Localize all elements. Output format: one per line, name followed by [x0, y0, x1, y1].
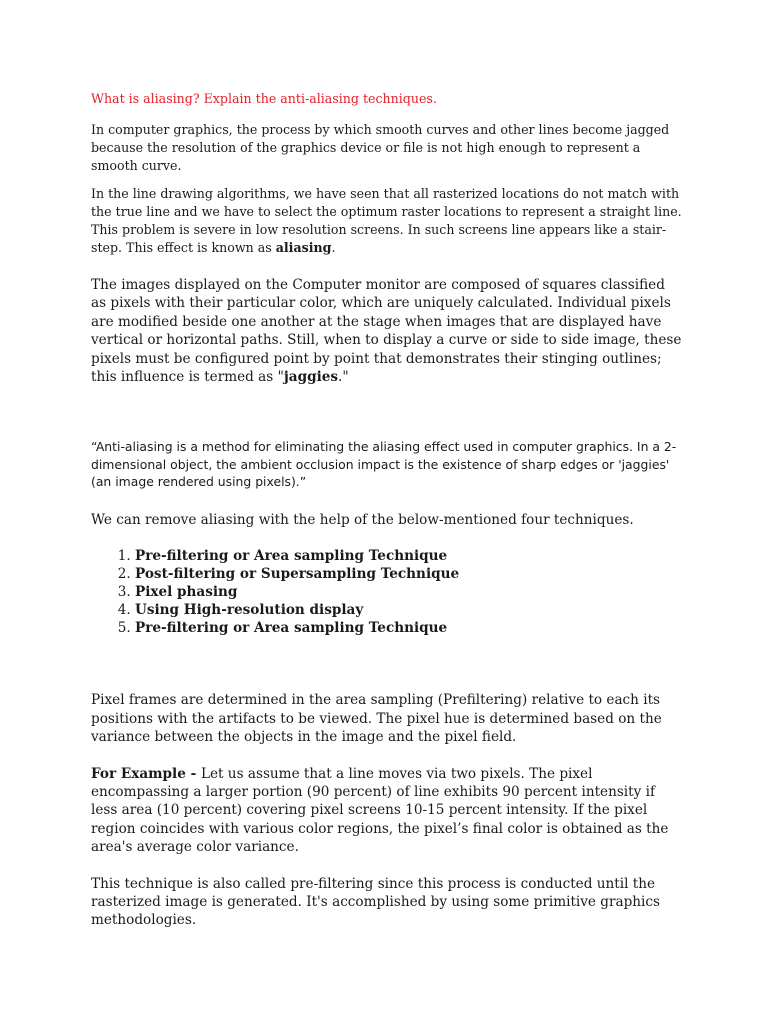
paragraph-example-text: Let us assume that a line moves via two pixels. The pixel encompassing a larger portion (90 percent) of line exhibits 90 percent intensity if less area (10 percent) covering pixel screens 10-15 percent intensity. If the pixel region coincides with various color regions, the pixel’s final color is obtained as the area's average color variance.: [91, 765, 669, 856]
document-heading: What is aliasing? Explain the anti-aliasing techniques.: [91, 91, 437, 106]
paragraph-area-sampling: Pixel frames are determined in the area sampling (Prefiltering) relative to each its positions with the artifacts to be viewed. The pixel hue is determined based on the variance between the objects in the image and the pixel field.: [91, 692, 662, 746]
document-page: [91, 90, 683, 930]
paragraph-aliasing-definition: In computer graphics, the process by which smooth curves and other lines become jagged because the resolution of the graphics device or file is not high enough to represent a smooth curve.: [91, 122, 670, 173]
technique-item: 5. Pre-filtering or Area sampling Technique: [135, 619, 683, 637]
technique-item: 4. Using High-resolution display: [135, 601, 683, 619]
techniques-intro: We can remove aliasing with the help of the below-mentioned four techniques.: [91, 511, 634, 528]
paragraph-line-drawing-end: .: [331, 240, 336, 255]
paragraph-pixels-end: .": [338, 369, 349, 386]
example-label: For Example -: [91, 765, 201, 782]
technique-item: 2. Post-filtering or Supersampling Technique: [135, 565, 683, 583]
paragraph-example: [91, 765, 683, 857]
paragraph-pixels: [91, 276, 683, 386]
paragraph-pixels-text: The images displayed on the Computer monitor are composed of squares classified as pixels with their particular color, which are uniquely calculated. Individual pixels are modified beside one another at the stage when images that are displayed have vertical or horizontal paths. Still, when to display a curve or side to side image, these pixels must be configured point by point that demonstrates their stinging outlines; this influence is termed as ": [91, 277, 682, 386]
technique-item: 1. Pre-filtering or Area sampling Technique: [135, 547, 683, 565]
term-aliasing: aliasing: [275, 240, 332, 255]
paragraph-line-drawing: [91, 185, 683, 257]
anti-aliasing-quote: “Anti-aliasing is a method for eliminating the aliasing effect used in computer graphics. In a 2-dimensional object, the ambient occlusion impact is the existence of sharp edges or 'jaggies' (an image rendered using pixels).”: [91, 439, 677, 490]
paragraph-prefiltering: This technique is also called pre-filtering since this process is conducted until the rasterized image is generated. It's accomplished by using some primitive graphics methodologies.: [91, 875, 660, 929]
paragraph-line-drawing-text: In the line drawing algorithms, we have seen that all rasterized locations do not match with the true line and we have to select the optimum raster locations to represent a straight line. This problem is severe in low resolution screens. In such screens line appears like a stair-step. This effect is known as: [91, 186, 682, 255]
technique-item: 3. Pixel phasing: [135, 583, 683, 601]
term-jaggies: jaggies: [283, 369, 339, 386]
techniques-list: [91, 547, 683, 637]
